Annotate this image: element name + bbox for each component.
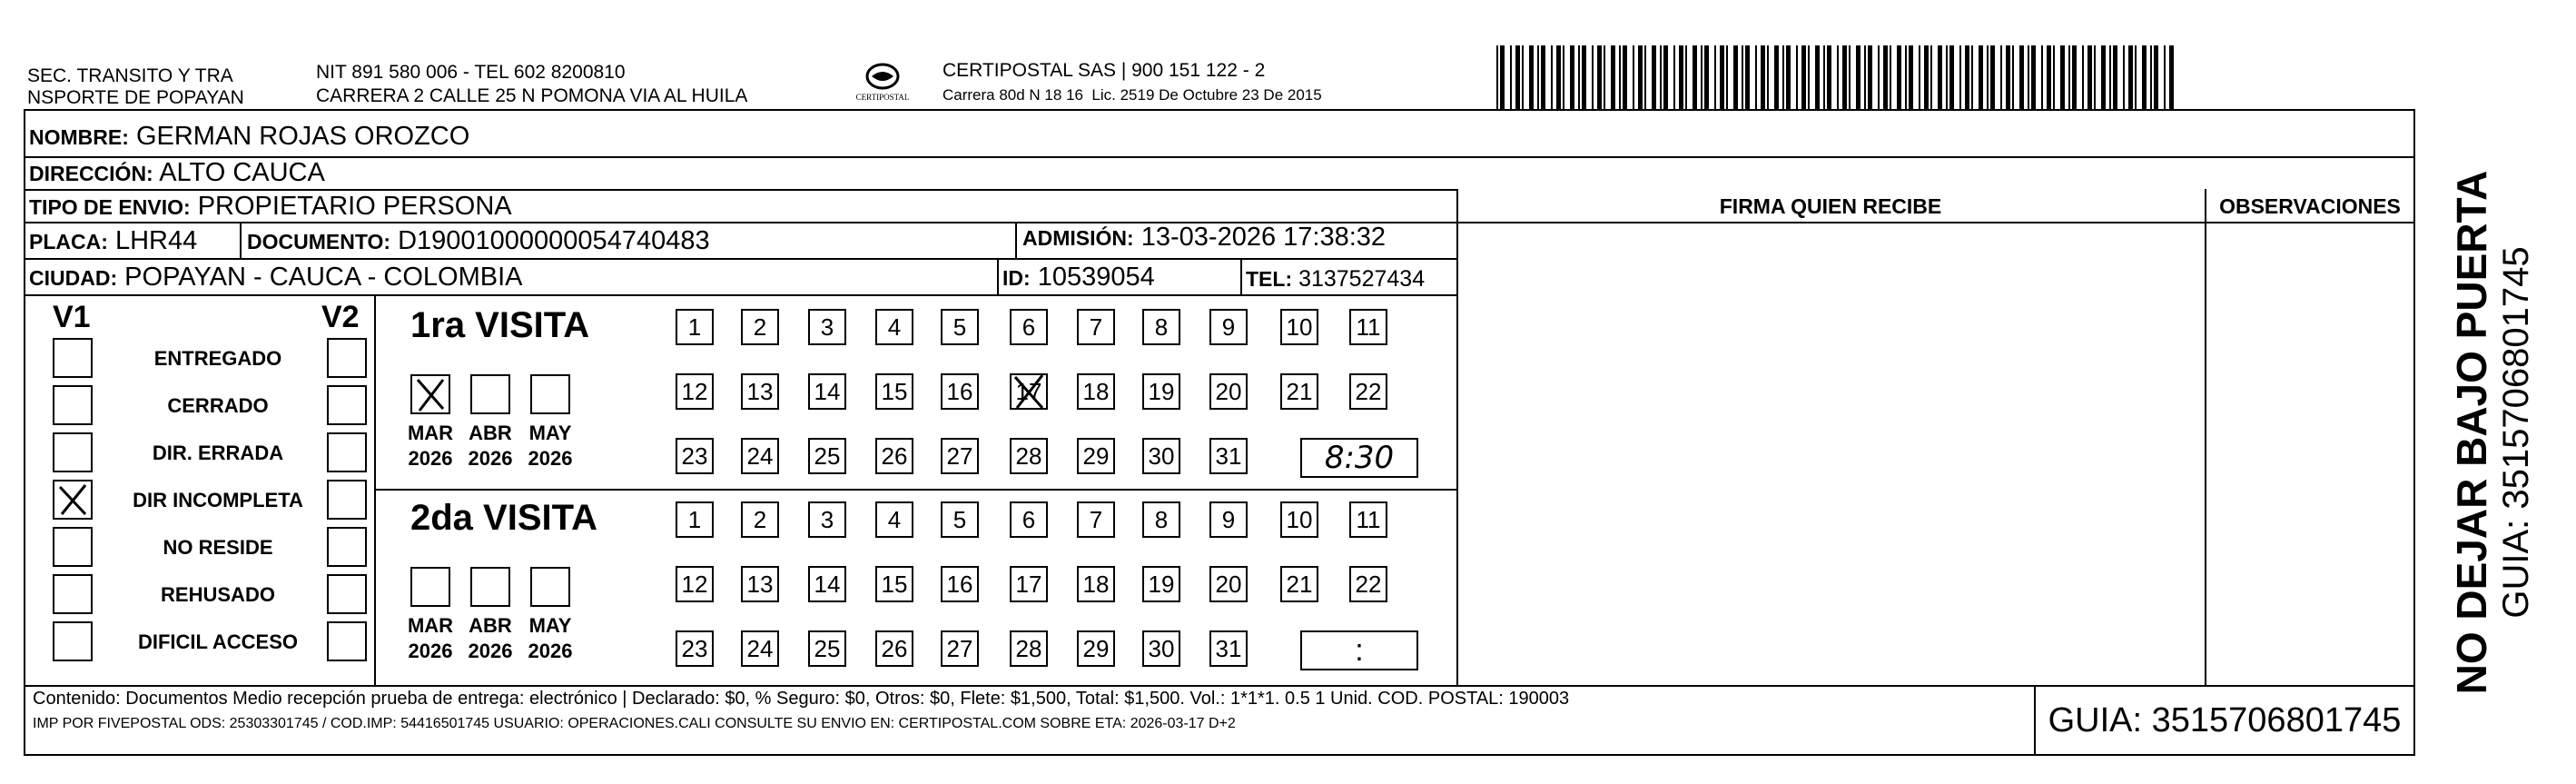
- documento-label: DOCUMENTO:: [247, 230, 391, 253]
- day-box[interactable]: 7: [1077, 309, 1115, 345]
- barcode-bar: [1652, 45, 1656, 111]
- barcode-bar: [1556, 45, 1561, 111]
- time-box[interactable]: [1300, 630, 1418, 670]
- placa-row: [29, 226, 197, 257]
- barcode-bar: [1529, 45, 1534, 111]
- month-label: ABR: [469, 614, 512, 637]
- month-year: 2026: [468, 640, 513, 662]
- barcode-bar: [1801, 45, 1806, 111]
- month-year: 2026: [528, 447, 573, 470]
- month-checkbox[interactable]: [470, 374, 510, 414]
- barcode-bar: [1924, 45, 1929, 111]
- tipo-row: [29, 192, 512, 223]
- barcode-bar: [2128, 45, 2133, 111]
- documento-cell: [247, 226, 710, 257]
- status-label: CERRADO: [167, 394, 269, 417]
- ciudad-row: [29, 263, 522, 293]
- day-box[interactable]: 23: [676, 438, 714, 474]
- barcode-bar: [1774, 45, 1779, 111]
- v1-checkbox[interactable]: [53, 385, 93, 425]
- barcode-bar: [1663, 45, 1668, 111]
- v2-checkbox[interactable]: [327, 432, 367, 472]
- barcode-bar: [2094, 45, 2096, 111]
- visit2-title: 2da VISITA: [410, 498, 597, 538]
- barcode-bar: [2164, 45, 2166, 111]
- admision-cell: [1022, 223, 1386, 253]
- barcode-bar: [1919, 45, 1920, 111]
- barcode-bar: [1679, 45, 1683, 111]
- barcode-bar: [1959, 45, 1961, 111]
- barcode-bar: [1597, 45, 1602, 111]
- barcode-bar: [1965, 45, 1969, 111]
- barcode-bar: [1733, 45, 1738, 111]
- day-box[interactable]: 25: [808, 630, 846, 667]
- address-line: CARRERA 2 CALLE 25 N POMONA VIA AL HUILA: [316, 85, 748, 106]
- barcode-bar: [2113, 45, 2117, 111]
- time-value: :: [1355, 633, 1364, 668]
- barcode-bar: [1897, 45, 1901, 111]
- day-box[interactable]: 25: [808, 438, 846, 474]
- barcode-bar: [1938, 45, 1942, 111]
- barcode-bar: [2154, 45, 2158, 111]
- direccion-value: ALTO CAUCA: [159, 158, 325, 187]
- barcode-bar: [1786, 45, 1791, 111]
- day-box[interactable]: 4: [875, 501, 913, 538]
- day-box[interactable]: 22: [1349, 373, 1387, 410]
- v1-checkbox[interactable]: [53, 621, 93, 661]
- barcode-bar: [1510, 45, 1512, 111]
- barcode-bar: [1563, 45, 1564, 111]
- barcode-bar: [2006, 45, 2010, 111]
- barcode-bar: [1578, 45, 1580, 111]
- month-label: MAY: [528, 614, 572, 637]
- barcode-bar: [1693, 45, 1697, 111]
- barcode-bar: [1742, 45, 1743, 111]
- day-box[interactable]: 2: [741, 309, 779, 345]
- status-label: REHUSADO: [161, 583, 275, 606]
- barcode-bar: [2072, 45, 2077, 111]
- footer-content-line: Contenido: Documentos Medio recepción prueba de entrega: electrónico | Declarado: $0, % Seguro: $0, Otros: $0, Flete: $1,500, Total: $1,500. Vol.: 1*1*1. 0.5 1 Unid. COD. POSTAL: 190003: [33, 689, 1570, 709]
- day-box[interactable]: 17: [1010, 566, 1048, 602]
- barcode-bar: [1842, 45, 1847, 111]
- barcode-bar: [2082, 45, 2084, 111]
- barcode-bar: [1930, 45, 1932, 111]
- barcode-bar: [1537, 45, 1539, 111]
- day-box[interactable]: 15: [875, 373, 913, 410]
- day-box[interactable]: 2: [741, 501, 779, 538]
- barcode-bar: [1515, 45, 1520, 111]
- day-box[interactable]: 9: [1209, 501, 1248, 538]
- day-box[interactable]: 22: [1349, 566, 1387, 602]
- barcode-bar: [1987, 45, 1989, 111]
- day-box[interactable]: 28: [1010, 630, 1048, 667]
- day-box[interactable]: 12: [676, 373, 714, 410]
- visit1-title: 1ra VISITA: [410, 305, 590, 345]
- barcode-bar: [2087, 45, 2092, 111]
- barcode-bar: [2000, 45, 2002, 111]
- barcode-bar: [1808, 45, 1810, 111]
- day-box[interactable]: 24: [741, 630, 779, 667]
- time-box[interactable]: [1300, 438, 1418, 478]
- barcode-bar: [2031, 45, 2036, 111]
- barcode-bar: [1827, 45, 1831, 111]
- certipostal-logo: [837, 58, 928, 109]
- v2-label: V2: [321, 300, 360, 334]
- barcode-bar: [1905, 45, 1907, 111]
- day-box[interactable]: 9: [1209, 309, 1248, 345]
- day-box[interactable]: 28: [1010, 438, 1048, 474]
- day-box[interactable]: 23: [676, 630, 714, 667]
- day-box[interactable]: 5: [941, 501, 979, 538]
- barcode-bar: [1611, 45, 1615, 111]
- barcode-bar: [1868, 45, 1872, 111]
- barcode-bar: [1726, 45, 1728, 111]
- day-box[interactable]: 18: [1077, 566, 1115, 602]
- month-year: 2026: [408, 640, 453, 662]
- v1-checkbox[interactable]: [53, 480, 93, 520]
- status-label: ENTREGADO: [153, 347, 282, 370]
- id-value: 10539054: [1037, 263, 1155, 292]
- day-box[interactable]: 8: [1142, 501, 1180, 538]
- barcode-bar: [1496, 45, 1498, 111]
- tipo-value: PROPIETARIO PERSONA: [197, 192, 512, 221]
- day-box[interactable]: 31: [1209, 438, 1248, 474]
- day-box[interactable]: 13: [741, 566, 779, 602]
- v1-checkbox[interactable]: [53, 338, 93, 378]
- day-box[interactable]: 29: [1077, 630, 1115, 667]
- nit-line: NIT 891 580 006 - TEL 602 8200810: [316, 62, 626, 83]
- v2-checkbox[interactable]: [327, 385, 367, 425]
- observaciones-header: OBSERVACIONES: [2219, 194, 2401, 218]
- placa-label: PLACA:: [29, 230, 108, 253]
- barcode-bar: [1714, 45, 1716, 111]
- day-box[interactable]: 8: [1142, 309, 1180, 345]
- day-box[interactable]: 10: [1280, 309, 1318, 345]
- day-box[interactable]: 6: [1010, 501, 1048, 538]
- barcode-bar: [1604, 45, 1605, 111]
- day-box[interactable]: 16: [941, 566, 979, 602]
- day-box[interactable]: 13: [741, 373, 779, 410]
- barcode-bar: [2047, 45, 2051, 111]
- barcode-bar: [1949, 45, 1954, 111]
- day-box[interactable]: 21: [1280, 566, 1318, 602]
- v1-label: V1: [53, 300, 91, 334]
- day-box[interactable]: 3: [808, 501, 846, 538]
- month-checkbox[interactable]: [410, 567, 450, 607]
- day-box[interactable]: 30: [1142, 630, 1180, 667]
- admision-value: 13-03-2026 17:38:32: [1140, 223, 1387, 252]
- barcode: [1496, 45, 2177, 111]
- barcode-bar: [1701, 45, 1703, 111]
- barcode-bar: [2028, 45, 2029, 111]
- barcode-bar: [2123, 45, 2125, 111]
- day-box[interactable]: 30: [1142, 438, 1180, 474]
- barcode-bar: [1890, 45, 1891, 111]
- barcode-bar: [1971, 45, 1973, 111]
- month-year: 2026: [468, 447, 513, 470]
- barcode-bar: [1837, 45, 1839, 111]
- logo-text: CERTIPOSTAL: [855, 93, 910, 102]
- barcode-bar: [1592, 45, 1594, 111]
- barcode-bar: [1946, 45, 1948, 111]
- day-box[interactable]: 19: [1142, 566, 1180, 602]
- day-box[interactable]: 20: [1209, 566, 1248, 602]
- month-checkbox[interactable]: [410, 374, 450, 414]
- barcode-bar: [1849, 45, 1851, 111]
- day-check-mark: [1010, 373, 1048, 410]
- day-box[interactable]: 18: [1077, 373, 1115, 410]
- day-box[interactable]: 31: [1209, 630, 1248, 667]
- barcode-bar: [1767, 45, 1769, 111]
- month-label: ABR: [469, 422, 512, 444]
- day-box[interactable]: 5: [941, 309, 979, 345]
- tel-cell: [1246, 264, 1425, 294]
- barcode-bar: [2135, 45, 2137, 111]
- v2-checkbox[interactable]: [327, 621, 367, 661]
- admision-label: ADMISIÓN:: [1022, 226, 1134, 250]
- day-box[interactable]: 27: [941, 438, 979, 474]
- id-cell: [1002, 263, 1155, 293]
- barcode-bar: [1878, 45, 1880, 111]
- footer-guia-box: GUIA: 3515706801745: [2048, 701, 2402, 739]
- barcode-bar: [1823, 45, 1825, 111]
- day-number: 17: [1015, 378, 1042, 405]
- day-box[interactable]: 6: [1010, 309, 1048, 345]
- side-guia-text: GUIA: 3515706801745: [2496, 246, 2536, 619]
- day-box[interactable]: 21: [1280, 373, 1318, 410]
- barcode-bar: [1633, 45, 1634, 111]
- month-checkbox[interactable]: [530, 374, 570, 414]
- month-year: 2026: [528, 640, 573, 662]
- day-box[interactable]: 26: [875, 438, 913, 474]
- day-box[interactable]: 20: [1209, 373, 1248, 410]
- barcode-bar: [1582, 45, 1586, 111]
- barcode-bar: [1755, 45, 1757, 111]
- direccion-label: DIRECCIÓN:: [29, 162, 153, 185]
- no-dejar-text: NO DEJAR BAJO PUERTA: [2448, 170, 2495, 695]
- barcode-bar: [2150, 45, 2152, 111]
- day-box[interactable]: 24: [741, 438, 779, 474]
- barcode-bar: [1638, 45, 1643, 111]
- day-box[interactable]: 14: [808, 566, 846, 602]
- month-label: MAR: [407, 422, 454, 444]
- tel-label: TEL:: [1246, 267, 1293, 291]
- direccion-row: [29, 158, 325, 189]
- barcode-bar: [2169, 45, 2174, 111]
- v2-checkbox[interactable]: [327, 338, 367, 378]
- barcode-bar: [1522, 45, 1524, 111]
- day-box[interactable]: 11: [1349, 501, 1387, 538]
- barcode-bar: [1761, 45, 1765, 111]
- status-label: NO RESIDE: [163, 536, 273, 559]
- side-notice: [2433, 109, 2551, 756]
- barcode-bar: [2053, 45, 2055, 111]
- barcode-bar: [2060, 45, 2065, 111]
- day-box[interactable]: 29: [1077, 438, 1115, 474]
- barcode-bar: [1570, 45, 1574, 111]
- barcode-bar: [1673, 45, 1675, 111]
- tipo-label: TIPO DE ENVIO:: [29, 195, 191, 219]
- v1-checkbox[interactable]: [53, 574, 93, 614]
- day-box[interactable]: [1010, 373, 1048, 410]
- day-box[interactable]: 10: [1280, 501, 1318, 538]
- barcode-bar: [1500, 45, 1505, 111]
- placa-value: LHR44: [114, 226, 198, 255]
- barcode-bar: [2101, 45, 2106, 111]
- month-checkbox[interactable]: [530, 567, 570, 607]
- month-checkbox[interactable]: [470, 567, 510, 607]
- day-box[interactable]: 16: [941, 373, 979, 410]
- barcode-bar: [1815, 45, 1820, 111]
- barcode-bar: [1864, 45, 1866, 111]
- id-label: ID:: [1002, 266, 1031, 290]
- ciudad-label: CIUDAD:: [29, 266, 118, 290]
- day-box[interactable]: 15: [875, 566, 913, 602]
- barcode-bar: [1856, 45, 1860, 111]
- month-year: 2026: [408, 447, 453, 470]
- firma-header: FIRMA QUIEN RECIBE: [1719, 194, 1942, 218]
- barcode-bar: [1720, 45, 1724, 111]
- footer-imp-line: IMP POR FIVEPOSTAL ODS: 25303301745 / COD.IMP: 54416501745 USUARIO: OPERACIONES.CALI CONSULTE SU ENVIO EN: CERTIPOSTAL.COM SOBRE ETA: 2026-03-17 D+2: [33, 716, 1236, 731]
- license-line: Carrera 80d N 18 16 Lic. 2519 De Octubre 23 De 2015: [943, 86, 1322, 104]
- tel-value: 3137527434: [1298, 266, 1426, 292]
- barcode-bar: [1796, 45, 1798, 111]
- barcode-bar: [1660, 45, 1662, 111]
- barcode-bar: [2142, 45, 2147, 111]
- barcode-bar: [2068, 45, 2070, 111]
- day-box[interactable]: 26: [875, 630, 913, 667]
- nombre-label: NOMBRE:: [29, 125, 129, 149]
- barcode-bar: [2019, 45, 2024, 111]
- barcode-bar: [1979, 45, 1983, 111]
- barcode-bar: [1623, 45, 1627, 111]
- barcode-bar: [1990, 45, 1995, 111]
- status-label: DIR INCOMPLETA: [133, 489, 303, 511]
- day-box[interactable]: 3: [808, 309, 846, 345]
- barcode-bar: [2041, 45, 2043, 111]
- barcode-bar: [2109, 45, 2111, 111]
- month-label: MAY: [528, 422, 572, 444]
- barcode-bar: [1745, 45, 1750, 111]
- barcode-bar: [1685, 45, 1687, 111]
- day-box[interactable]: 7: [1077, 501, 1115, 538]
- status-label: DIR. ERRADA: [152, 442, 284, 464]
- org-name-line2: NSPORTE DE POPAYAN: [27, 87, 244, 108]
- barcode-bar: [1883, 45, 1888, 111]
- barcode-bar: [1704, 45, 1709, 111]
- org-name-line1: SEC. TRANSITO Y TRA: [27, 65, 233, 86]
- barcode-bar: [2012, 45, 2014, 111]
- v2-checkbox[interactable]: [327, 574, 367, 614]
- day-box[interactable]: 27: [941, 630, 979, 667]
- v1-checkbox[interactable]: [53, 432, 93, 472]
- status-label: DIFICIL ACCESO: [137, 630, 298, 653]
- day-box[interactable]: 14: [808, 373, 846, 410]
- barcode-bar: [1782, 45, 1784, 111]
- barcode-bar: [1551, 45, 1553, 111]
- v2-checkbox[interactable]: [327, 527, 367, 567]
- day-box[interactable]: 12: [676, 566, 714, 602]
- month-label: MAR: [407, 614, 454, 637]
- company-line: CERTIPOSTAL SAS | 900 151 122 - 2: [943, 60, 1266, 81]
- documento-value: D19001000000054740483: [398, 226, 710, 255]
- day-box[interactable]: 1: [676, 309, 714, 345]
- nombre-value: GERMAN ROJAS OROZCO: [135, 122, 470, 151]
- day-box[interactable]: 1: [676, 501, 714, 538]
- v2-checkbox[interactable]: [327, 480, 367, 520]
- day-box[interactable]: 19: [1142, 373, 1180, 410]
- ciudad-value: POPAYAN - CAUCA - COLOMBIA: [124, 263, 523, 292]
- barcode-bar: [1909, 45, 1913, 111]
- day-box[interactable]: 4: [875, 309, 913, 345]
- nombre-row: [29, 122, 469, 153]
- v1-checkbox[interactable]: [53, 527, 93, 567]
- barcode-bar: [1541, 45, 1545, 111]
- day-box[interactable]: 11: [1349, 309, 1387, 345]
- barcode-bar: [1644, 45, 1646, 111]
- time-value: 8:30: [1324, 440, 1395, 476]
- barcode-bar: [1619, 45, 1621, 111]
